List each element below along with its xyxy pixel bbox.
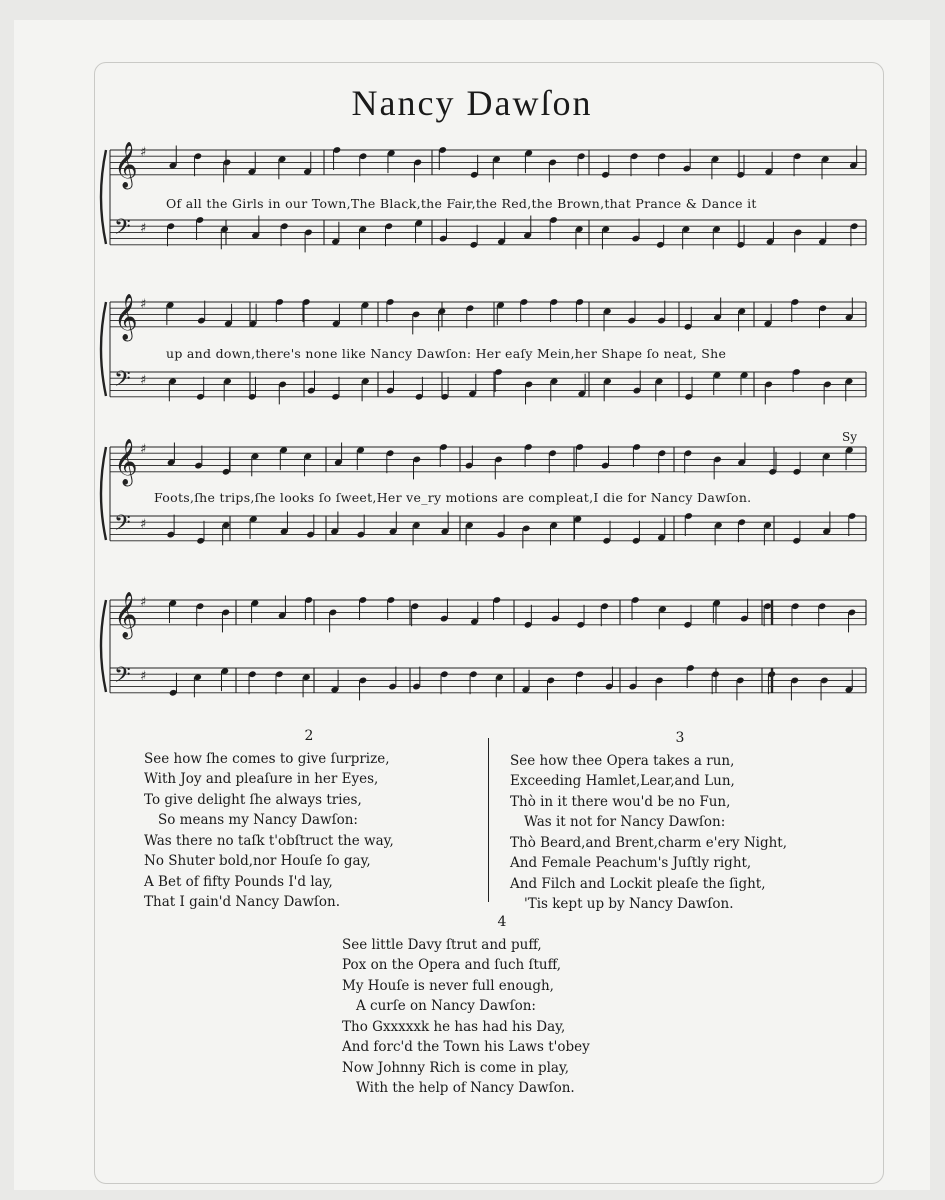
musical-score	[14, 20, 930, 720]
verse-line: With Joy and pleaſure in her Eyes,	[144, 771, 379, 787]
verse-2	[144, 726, 474, 913]
verse-line: My Houſe is never full enough,	[342, 977, 554, 994]
verse-line: To give delight ſhe always tries,	[144, 791, 362, 808]
lyric-line-3: Foots,ſhe trips,ſhe looks ſo ſweet,Her ve_ry motions are compleat,I die for Nancy Dawſon.	[154, 490, 752, 505]
verse-line: See how thee Opera takes a run,	[510, 752, 735, 769]
verse-line: That I gain'd Nancy Dawſon.	[144, 894, 341, 910]
lyric-line-2: up and down,there's none like Nancy Dawſon: Her eaſy Mein,her Shape ſo neat, She	[166, 346, 727, 361]
verse-line: Was there no taſk t'obſtruct the way,	[144, 832, 394, 849]
treble-clef-icon: 𝄞	[114, 142, 138, 188]
verse-divider	[488, 738, 489, 902]
verse-number: 4	[497, 914, 507, 930]
bass-clef-icon: 𝄢	[114, 511, 131, 541]
key-signature-sharp-icon: ♯	[140, 221, 147, 236]
system-brace	[101, 150, 106, 244]
verse-line: A curſe on Nancy Dawſon:	[356, 998, 536, 1014]
verse-line: See little Davy ſtrut and puff,	[342, 936, 542, 953]
treble-clef-icon: 𝄞	[114, 439, 138, 485]
bass-clef-icon: 𝄢	[114, 215, 131, 245]
treble-clef-icon: 𝄞	[114, 592, 138, 638]
verse-3	[510, 728, 850, 915]
system-brace	[101, 302, 106, 396]
key-signature-sharp-icon: ♯	[140, 373, 147, 388]
verse-line: Thò in it there wou'd be no Fun,	[510, 793, 731, 810]
verse-line: Tho Gxxxxxk he has had his Day,	[342, 1018, 566, 1035]
verse-line: And Female Peachum's Juſtly right,	[510, 855, 752, 871]
song-title: Nancy Dawſon	[351, 83, 593, 123]
bass-clef-icon: 𝄢	[114, 663, 131, 693]
key-signature-sharp-icon: ♯	[140, 442, 147, 457]
system-brace	[101, 600, 106, 692]
verse-4	[342, 912, 662, 1099]
verse-line: A Bet of fifty Pounds I'd lay,	[144, 873, 333, 890]
verse-line: With the help of Nancy Dawſon.	[356, 1080, 575, 1096]
verse-line: See how ſhe comes to give ſurprize,	[144, 750, 390, 767]
system-brace	[101, 447, 106, 540]
verse-line: So means my Nancy Dawſon:	[158, 812, 358, 828]
verse-line: Pox on the Opera and ſuch ſtuff,	[342, 957, 562, 973]
bass-clef-icon: 𝄢	[114, 367, 131, 397]
lyric-syllable-above: Sy	[842, 430, 857, 444]
verse-line: No Shuter bold,nor Houſe ſo gay,	[144, 853, 371, 869]
verse-line: Exceeding Hamlet,Lear,and Lun,	[510, 773, 735, 789]
treble-clef-icon: 𝄞	[114, 294, 138, 340]
verse-number: 3	[675, 730, 685, 746]
verse-line: 'Tis kept up by Nancy Dawſon.	[524, 896, 734, 912]
verse-line: And Filch and Lockit pleaſe the ſight,	[510, 875, 766, 892]
key-signature-sharp-icon: ♯	[140, 297, 147, 312]
key-signature-sharp-icon: ♯	[140, 669, 147, 684]
key-signature-sharp-icon: ♯	[140, 595, 147, 610]
verse-line: Was it not for Nancy Dawſon:	[524, 814, 726, 830]
sheet-music-page	[14, 20, 930, 1190]
verse-number: 2	[304, 728, 314, 744]
verse-line: Now Johnny Rich is come in play,	[342, 1059, 570, 1076]
key-signature-sharp-icon: ♯	[140, 145, 147, 160]
key-signature-sharp-icon: ♯	[140, 517, 147, 532]
lyric-line-1: Of all the Girls in our Town,The Black,the Fair,the Red,the Brown,that Prance & Dance it	[166, 196, 757, 211]
verse-line: And forc'd the Town his Laws t'obey	[342, 1039, 590, 1055]
verse-line: Thò Beard,and Brent,charm e'ery Night,	[510, 834, 788, 851]
